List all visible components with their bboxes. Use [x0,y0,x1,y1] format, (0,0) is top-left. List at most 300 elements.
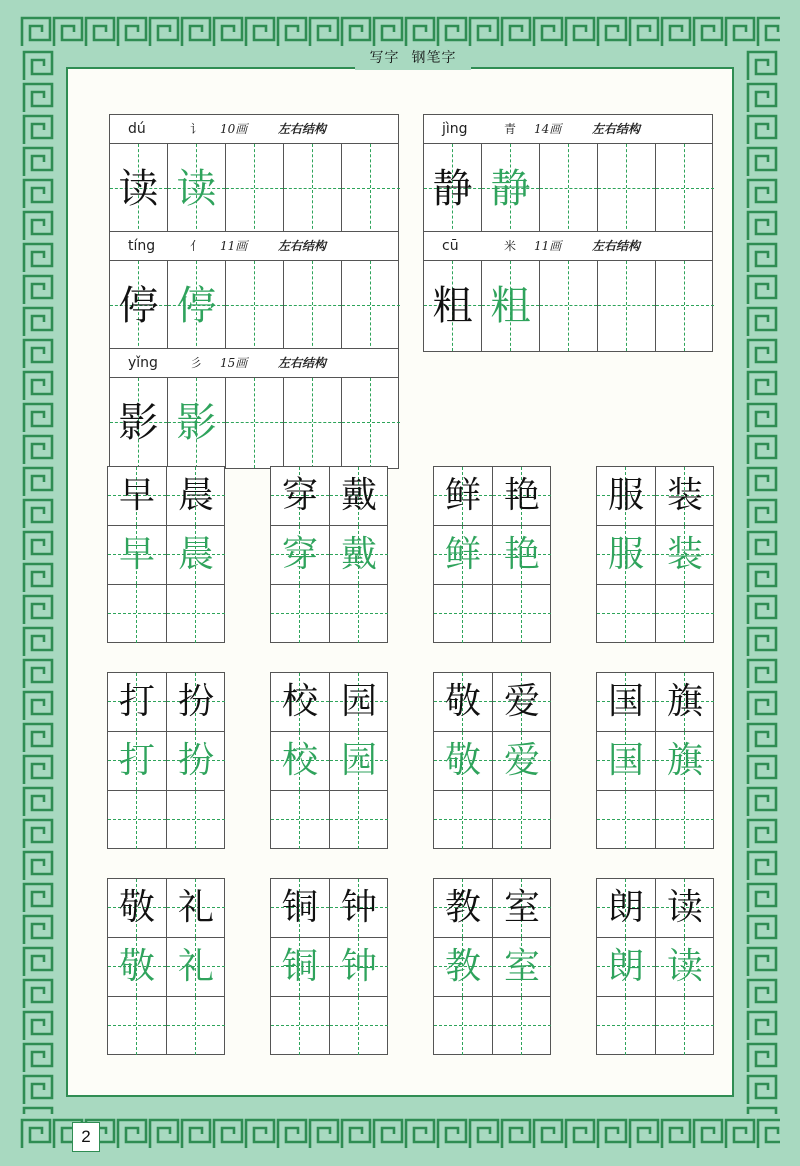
cell-divider-horizontal [597,996,713,997]
word-writing-cell[interactable] [167,732,225,790]
guide-line-vertical [254,144,255,234]
card-info-row [110,115,398,144]
model-character: 影 [118,400,159,446]
guide-line-vertical [521,585,522,643]
cell-divider-vertical [655,467,656,642]
trace-character: 影 [176,400,217,446]
word-writing-cell[interactable] [330,673,388,731]
trace-character: 戴 [340,534,377,575]
writing-box[interactable] [342,378,400,468]
word-writing-cell[interactable] [167,673,225,731]
word-writing-cell[interactable] [597,791,655,849]
guide-line-vertical [625,585,626,643]
cell-divider-horizontal [597,525,713,526]
word-card [270,878,388,1055]
stroke-count: 11画 [220,239,248,253]
guide-line-vertical [312,261,313,351]
pinyin-label: jìng [442,121,468,137]
guide-line-vertical [358,585,359,643]
cell-divider-horizontal [434,731,550,732]
word-writing-cell[interactable] [271,673,329,731]
header-right: 钢笔字 [411,50,457,66]
word-writing-cell[interactable] [493,732,551,790]
guide-line-vertical [521,791,522,849]
guide-line-horizontal [226,305,283,306]
guide-line-horizontal [167,1025,225,1026]
guide-line-vertical [370,144,371,234]
guide-line-horizontal [493,819,551,820]
writing-box[interactable] [226,378,284,468]
trace-character: 国 [607,740,644,781]
structure-label: 左右结构 [278,356,327,370]
trace-character: 静 [490,166,531,212]
model-character: 服 [607,475,644,516]
guide-line-vertical [462,997,463,1055]
trace-character: 读 [666,946,703,987]
pinyin-label: cū [442,238,459,254]
cell-divider-horizontal [108,937,224,938]
writing-boxes [424,261,712,351]
word-writing-cell[interactable] [330,585,388,643]
guide-line-horizontal [656,819,714,820]
guide-line-horizontal [597,613,655,614]
model-character: 停 [118,283,159,329]
word-writing-cell[interactable] [108,938,166,996]
trace-character: 打 [118,740,155,781]
word-writing-cell[interactable] [330,467,388,525]
word-writing-cell[interactable] [330,879,388,937]
guide-line-horizontal [271,819,329,820]
guide-line-horizontal [434,819,492,820]
word-writing-cell[interactable] [330,526,388,584]
guide-line-vertical [568,144,569,234]
word-writing-cell[interactable] [108,879,166,937]
model-character: 静 [432,166,473,212]
word-writing-cell[interactable] [330,997,388,1055]
cell-divider-vertical [655,879,656,1054]
guide-line-vertical [684,997,685,1055]
trace-character: 园 [340,740,377,781]
guide-line-horizontal [493,1025,551,1026]
word-writing-cell[interactable] [271,997,329,1055]
writing-box[interactable] [168,261,226,351]
guide-line-vertical [299,585,300,643]
word-writing-cell[interactable] [434,673,492,731]
word-writing-cell[interactable] [167,791,225,849]
trace-character: 校 [281,740,318,781]
model-character: 扮 [177,681,214,722]
guide-line-horizontal [167,613,225,614]
guide-line-horizontal [271,1025,329,1026]
trace-character: 敬 [444,740,481,781]
guide-line-vertical [299,997,300,1055]
cell-divider-horizontal [108,584,224,585]
cell-divider-horizontal [434,937,550,938]
model-character: 读 [666,887,703,928]
guide-line-vertical [626,144,627,234]
guide-line-vertical [684,261,685,351]
guide-line-vertical [626,261,627,351]
cell-divider-vertical [329,673,330,848]
word-writing-cell[interactable] [167,585,225,643]
guide-line-horizontal [598,305,655,306]
guide-line-horizontal [656,305,714,306]
guide-line-horizontal [540,188,597,189]
writing-box[interactable] [110,261,168,351]
word-writing-cell[interactable] [167,879,225,937]
word-writing-cell[interactable] [108,467,166,525]
word-writing-cell[interactable] [493,879,551,937]
word-writing-cell[interactable] [656,938,714,996]
cell-divider-horizontal [597,731,713,732]
model-character: 装 [666,475,703,516]
writing-box[interactable] [168,378,226,468]
radical-label: 彡 [190,356,203,370]
writing-box[interactable] [284,144,342,234]
pinyin-label: tíng [128,238,156,254]
cell-divider-horizontal [271,996,387,997]
writing-box[interactable] [540,144,598,234]
trace-character: 旗 [666,740,703,781]
model-character: 晨 [177,475,214,516]
guide-line-vertical [299,791,300,849]
guide-line-horizontal [330,613,388,614]
guide-line-vertical [684,585,685,643]
guide-line-vertical [136,585,137,643]
word-writing-cell[interactable] [271,879,329,937]
fret-border-top [20,16,780,48]
word-writing-cell[interactable] [597,879,655,937]
cell-divider-horizontal [271,790,387,791]
trace-character: 教 [444,946,481,987]
word-writing-cell[interactable] [493,791,551,849]
fret-border-right [746,50,778,1114]
word-writing-cell[interactable] [434,467,492,525]
word-writing-cell[interactable] [108,791,166,849]
character-card [109,348,399,469]
radical-label: 米 [504,239,517,253]
word-writing-cell[interactable] [108,585,166,643]
word-writing-cell[interactable] [330,791,388,849]
guide-line-horizontal [330,819,388,820]
guide-line-vertical [312,378,313,468]
word-writing-cell[interactable] [656,673,714,731]
guide-line-vertical [568,261,569,351]
word-writing-cell[interactable] [167,526,225,584]
guide-line-vertical [625,791,626,849]
writing-box[interactable] [342,261,400,351]
guide-line-vertical [136,791,137,849]
word-writing-cell[interactable] [597,673,655,731]
radical-label: 讠 [190,122,203,136]
trace-character: 铜 [281,946,318,987]
writing-box[interactable] [482,261,540,351]
fret-border-bottom [20,1118,780,1150]
card-info-row [110,349,398,378]
cell-divider-horizontal [597,937,713,938]
word-writing-cell[interactable] [656,467,714,525]
word-writing-cell[interactable] [656,585,714,643]
word-writing-cell[interactable] [493,938,551,996]
cell-divider-vertical [329,879,330,1054]
word-card [270,466,388,643]
trace-character: 穿 [281,534,318,575]
word-writing-cell[interactable] [493,467,551,525]
model-character: 敬 [118,887,155,928]
card-info-row [110,232,398,261]
model-character: 旗 [666,681,703,722]
header-left: 写字 [369,50,400,66]
radical-label: 青 [504,122,517,136]
word-writing-cell[interactable] [108,732,166,790]
word-writing-cell[interactable] [271,467,329,525]
card-info-row [424,115,712,144]
word-card [107,672,225,849]
writing-box[interactable] [424,144,482,234]
model-character: 校 [281,681,318,722]
word-writing-cell[interactable] [434,526,492,584]
cell-divider-horizontal [434,525,550,526]
writing-box[interactable] [168,144,226,234]
writing-box[interactable] [226,261,284,351]
model-character: 鲜 [444,475,481,516]
pinyin-label: dú [128,121,146,137]
model-character: 早 [118,475,155,516]
model-character: 室 [503,887,540,928]
word-writing-cell[interactable] [108,526,166,584]
model-character: 读 [118,166,159,212]
pinyin-label: yǐng [128,355,158,371]
guide-line-vertical [521,997,522,1055]
writing-box[interactable] [342,144,400,234]
writing-box[interactable] [110,144,168,234]
word-writing-cell[interactable] [656,526,714,584]
guide-line-horizontal [284,305,341,306]
cell-divider-horizontal [271,731,387,732]
cell-divider-horizontal [434,996,550,997]
word-writing-cell[interactable] [597,585,655,643]
guide-line-vertical [684,144,685,234]
cell-divider-vertical [329,467,330,642]
trace-character: 礼 [177,946,214,987]
structure-label: 左右结构 [278,239,327,253]
trace-character: 室 [503,946,540,987]
model-character: 钟 [340,887,377,928]
word-writing-cell[interactable] [493,673,551,731]
fret-border-left [22,50,54,1114]
cell-divider-vertical [166,673,167,848]
writing-box[interactable] [424,261,482,351]
cell-divider-vertical [166,879,167,1054]
guide-line-horizontal [108,613,166,614]
cell-divider-vertical [492,467,493,642]
stroke-count: 14画 [534,122,562,136]
word-writing-cell[interactable] [656,791,714,849]
model-character: 朗 [607,887,644,928]
word-writing-cell[interactable] [493,585,551,643]
word-writing-cell[interactable] [108,997,166,1055]
word-writing-cell[interactable] [434,997,492,1055]
cell-divider-vertical [166,467,167,642]
cell-divider-horizontal [108,790,224,791]
guide-line-vertical [358,791,359,849]
word-writing-cell[interactable] [330,938,388,996]
guide-line-horizontal [284,422,341,423]
model-character: 艳 [503,475,540,516]
model-character: 礼 [177,887,214,928]
model-character: 国 [607,681,644,722]
word-writing-cell[interactable] [656,997,714,1055]
word-writing-cell[interactable] [434,585,492,643]
word-writing-cell[interactable] [434,879,492,937]
word-writing-cell[interactable] [271,791,329,849]
writing-box[interactable] [226,144,284,234]
writing-box[interactable] [656,261,714,351]
guide-line-vertical [462,791,463,849]
guide-line-horizontal [656,613,714,614]
writing-box[interactable] [284,261,342,351]
word-writing-cell[interactable] [597,526,655,584]
word-writing-cell[interactable] [108,673,166,731]
guide-line-vertical [370,378,371,468]
trace-character: 钟 [340,946,377,987]
word-card [433,466,551,643]
word-writing-cell[interactable] [656,732,714,790]
word-writing-cell[interactable] [167,938,225,996]
cell-divider-vertical [492,879,493,1054]
model-character: 铜 [281,887,318,928]
word-writing-cell[interactable] [167,997,225,1055]
word-writing-cell[interactable] [597,732,655,790]
writing-box[interactable] [482,144,540,234]
trace-character: 服 [607,534,644,575]
word-writing-cell[interactable] [330,732,388,790]
model-character: 园 [340,681,377,722]
page-number: 2 [72,1122,100,1152]
model-character: 教 [444,887,481,928]
guide-line-vertical [254,261,255,351]
writing-box[interactable] [284,378,342,468]
word-writing-cell[interactable] [493,526,551,584]
model-character: 爱 [503,681,540,722]
word-card [107,466,225,643]
word-card [433,672,551,849]
cell-divider-vertical [492,673,493,848]
guide-line-vertical [358,997,359,1055]
word-writing-cell[interactable] [597,467,655,525]
word-writing-cell[interactable] [434,791,492,849]
guide-line-horizontal [284,188,341,189]
character-card [423,114,713,235]
trace-character: 艳 [503,534,540,575]
word-writing-cell[interactable] [167,467,225,525]
guide-line-horizontal [226,422,283,423]
writing-box[interactable] [598,261,656,351]
stroke-count: 15画 [220,356,248,370]
guide-line-vertical [136,997,137,1055]
word-card [596,878,714,1055]
trace-character: 鲜 [444,534,481,575]
word-writing-cell[interactable] [271,585,329,643]
writing-boxes [110,144,398,234]
word-card [433,878,551,1055]
cell-divider-vertical [655,673,656,848]
word-writing-cell[interactable] [271,526,329,584]
trace-character: 停 [176,283,217,329]
cell-divider-horizontal [597,584,713,585]
guide-line-horizontal [330,1025,388,1026]
word-writing-cell[interactable] [434,732,492,790]
guide-line-horizontal [108,1025,166,1026]
word-writing-cell[interactable] [597,997,655,1055]
word-card [107,878,225,1055]
guide-line-horizontal [434,613,492,614]
guide-line-vertical [195,585,196,643]
word-writing-cell[interactable] [271,732,329,790]
card-info-row [424,232,712,261]
word-writing-cell[interactable] [271,938,329,996]
word-card [596,672,714,849]
trace-character: 扮 [177,740,214,781]
character-card [109,114,399,235]
structure-label: 左右结构 [278,122,327,136]
word-writing-cell[interactable] [656,879,714,937]
word-writing-cell[interactable] [597,938,655,996]
writing-box[interactable] [540,261,598,351]
writing-box[interactable] [110,378,168,468]
trace-character: 爱 [503,740,540,781]
guide-line-horizontal [493,613,551,614]
word-writing-cell[interactable] [493,997,551,1055]
guide-line-horizontal [108,819,166,820]
cell-divider-horizontal [108,731,224,732]
guide-line-vertical [462,585,463,643]
guide-line-vertical [312,144,313,234]
model-character: 穿 [281,475,318,516]
trace-character: 晨 [177,534,214,575]
guide-line-horizontal [598,188,655,189]
guide-line-horizontal [656,1025,714,1026]
trace-character: 早 [118,534,155,575]
cell-divider-horizontal [271,525,387,526]
structure-label: 左右结构 [592,122,641,136]
guide-line-vertical [195,791,196,849]
model-character: 打 [118,681,155,722]
model-character: 粗 [432,283,473,329]
structure-label: 左右结构 [592,239,641,253]
word-card [596,466,714,643]
word-writing-cell[interactable] [434,938,492,996]
writing-boxes [110,378,398,468]
trace-character: 装 [666,534,703,575]
character-card [109,231,399,352]
writing-boxes [110,261,398,351]
writing-box[interactable] [656,144,714,234]
guide-line-horizontal [226,188,283,189]
guide-line-vertical [370,261,371,351]
guide-line-horizontal [342,422,400,423]
writing-box[interactable] [598,144,656,234]
guide-line-horizontal [597,819,655,820]
trace-character: 读 [176,166,217,212]
trace-character: 敬 [118,946,155,987]
cell-divider-horizontal [271,584,387,585]
trace-character: 朗 [607,946,644,987]
guide-line-horizontal [597,1025,655,1026]
page-header [355,46,471,70]
guide-line-vertical [195,997,196,1055]
guide-line-vertical [625,997,626,1055]
